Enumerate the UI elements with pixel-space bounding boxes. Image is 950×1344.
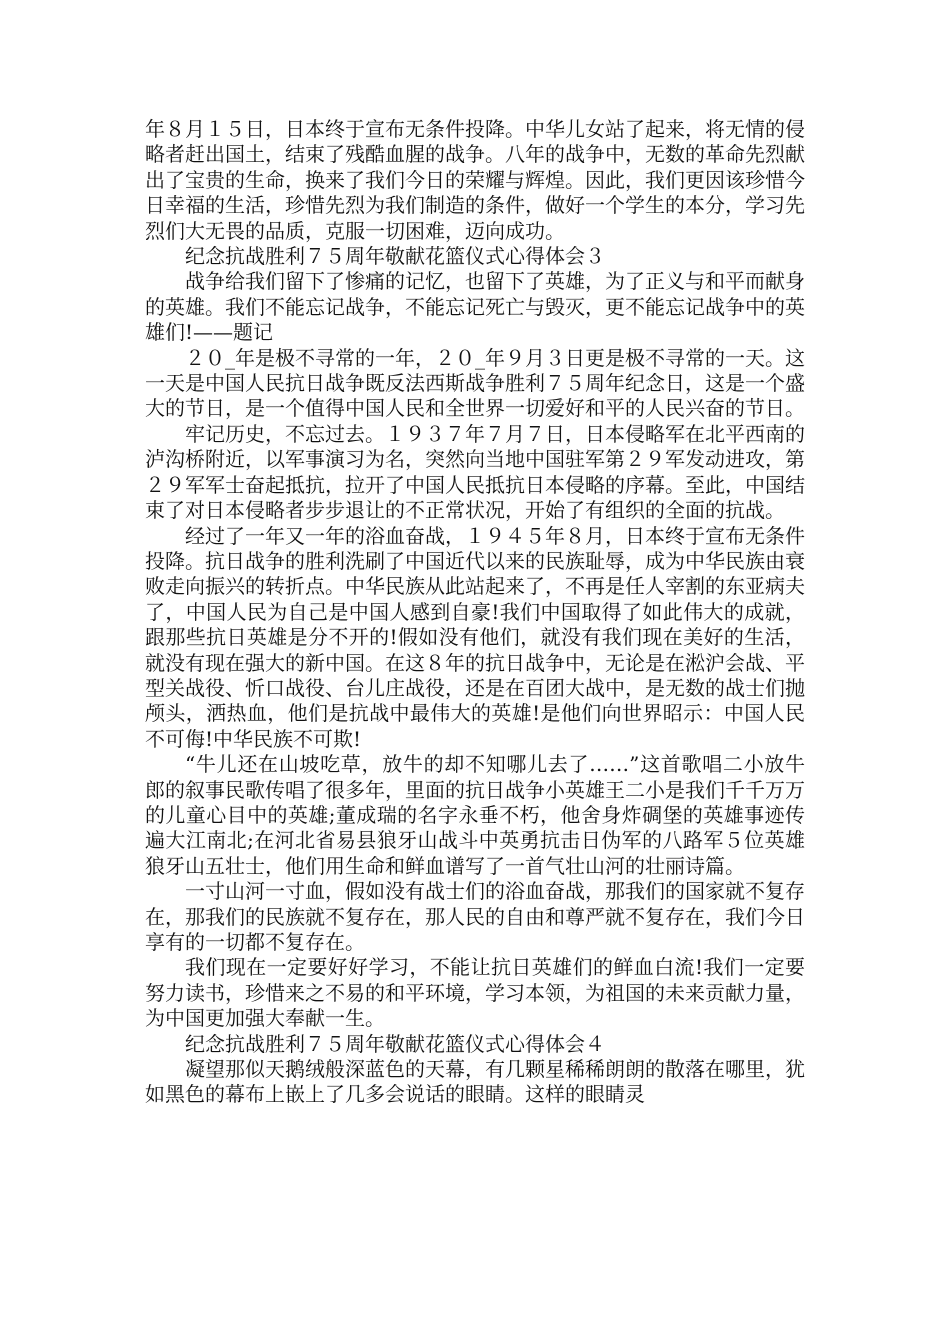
paragraph-7: 一寸山河一寸血，假如没有战士们的浴血奋战，那我们的国家就不复存在，那我们的民族就不复存在，那人民的自由和尊严就不复存在，我们今日享有的一切都不复存在。 bbox=[145, 879, 805, 954]
document-body bbox=[145, 117, 805, 1108]
paragraph-6: “牛儿还在山坡吃草，放牛的却不知哪儿去了……”这首歌唱二小放牛郎的叙事民歌传唱了很多年，里面的抗日战争小英雄王二小是我们千千万万的儿童心目中的英雄;董成瑞的名字永垂不朽，他舍身炸碉堡的英雄事迹传遍大江南北;在河北省易县狼牙山战斗中英勇抗击日伪军的八路军５位英雄狼牙山五壮士，他们用生命和鲜血谱写了一首气壮山河的壮丽诗篇。 bbox=[145, 752, 805, 878]
paragraph-3: ２０_年是极不寻常的一年，２０_年９月３日更是极不寻常的一天。这一天是中国人民抗日战争既反法西斯战争胜利７５周年纪念日，这是一个盛大的节日，是一个值得中国人民和全世界一切爱好和平的人民兴奋的节日。 bbox=[145, 345, 805, 421]
paragraph-2: 战争给我们留下了惨痛的记忆，也留下了英雄，为了正义与和平而献身的英雄。我们不能忘记战争，不能忘记死亡与毁灭，更不能忘记战争中的英雄们!——题记 bbox=[145, 269, 805, 345]
paragraph-8: 我们现在一定要好好学习，不能让抗日英雄们的鲜血白流!我们一定要努力读书，珍惜来之不易的和平环境，学习本领，为祖国的未来贡献力量，为中国更加强大奉献一生。 bbox=[145, 955, 805, 1031]
paragraph-1: 年８月１５日，日本终于宣布无条件投降。中华儿女站了起来，将无情的侵略者赶出国土，结束了残酷血腥的战争。八年的战争中，无数的革命先烈献出了宝贵的生命，换来了我们今日的荣耀与辉煌。因此，我们更因该珍惜今日幸福的生活，珍惜先烈为我们制造的条件，做好一个学生的本分，学习先烈们大无畏的品质，克服一切困难，迈向成功。 bbox=[145, 117, 805, 243]
paragraph-5: 经过了一年又一年的浴血奋战，１９４５年８月，日本终于宣布无条件投降。抗日战争的胜利洗刷了中国近代以来的民族耻辱，成为中华民族由衰败走向振兴的转折点。中华民族从此站起来了，不再是任人宰割的东亚病夫了，中国人民为自己是中国人感到自豪!我们中国取得了如此伟大的成就，跟那些抗日英雄是分不开的!假如没有他们，就没有我们现在美好的生活，就没有现在强大的新中国。在这８年的抗日战争中，无论是在淞沪会战、平型关战役、忻口战役、台儿庄战役，还是在百团大战中，是无数的战士们抛颅头，洒热血，他们是抗战中最伟大的英雄!是他们向世界昭示：中国人民不可侮!中华民族不可欺! bbox=[145, 523, 805, 751]
section-heading-4: 纪念抗战胜利７５周年敬献花篮仪式心得体会４ bbox=[185, 1031, 605, 1056]
section-heading-3: 纪念抗战胜利７５周年敬献花篮仪式心得体会３ bbox=[185, 244, 605, 269]
paragraph-4: 牢记历史，不忘过去。１９３７年７月７日，日本侵略军在北平西南的泸沟桥附近，以军事演习为名，突然向当地中国驻军第２９军发动进攻，第２９军军士奋起抵抗，拉开了中国人民抵抗日本侵略的序幕。至此，中国结束了对日本侵略者步步退让的不正常状况，开始了有组织的全面的抗战。 bbox=[145, 421, 805, 523]
paragraph-9: 凝望那似天鹅绒般深蓝色的天幕，有几颗星稀稀朗朗的散落在哪里，犹如黑色的幕布上嵌上了几多会说话的眼睛。这样的眼睛灵 bbox=[145, 1057, 805, 1107]
